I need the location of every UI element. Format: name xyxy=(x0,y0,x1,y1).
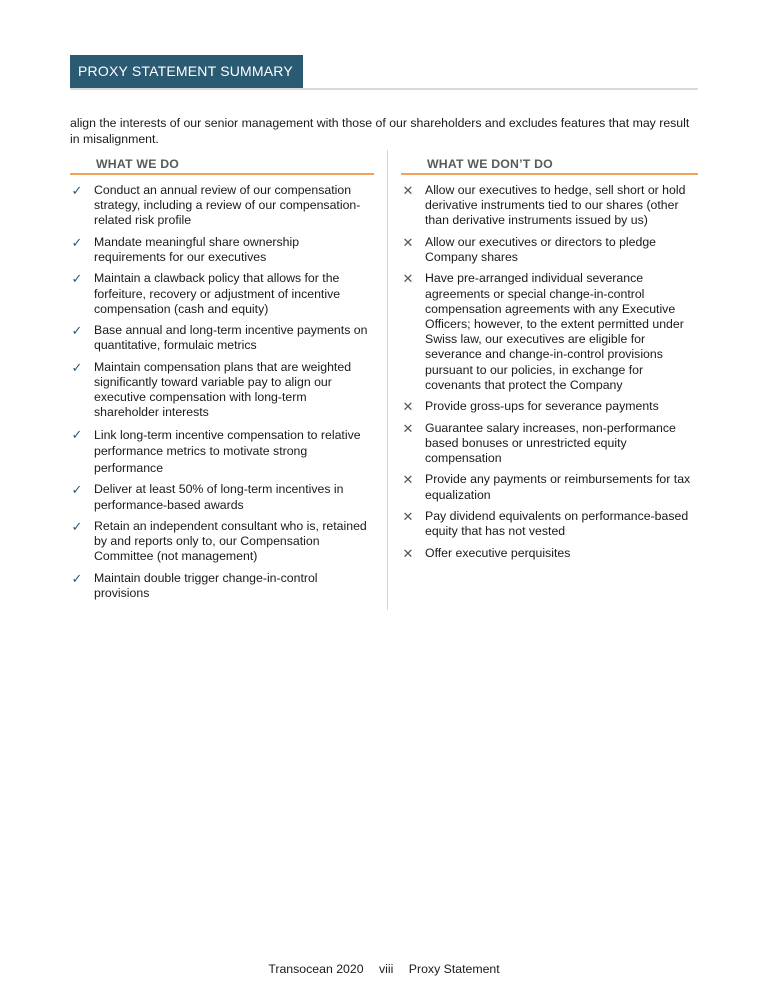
list-item: ✓ Link long-term incentive compensation to relative performance metrics to motivate strong performance xyxy=(71,426,361,475)
list-item: ✕ Offer executive perquisites xyxy=(402,545,571,561)
footer-doc-title: Proxy Statement xyxy=(408,962,500,976)
cross-icon: ✕ xyxy=(402,420,414,436)
checkmark-icon: ✓ xyxy=(71,570,83,586)
checkmark-icon: ✓ xyxy=(71,323,83,339)
list-item: ✓ Maintain double trigger change-in-control provisions xyxy=(71,570,318,601)
list-item: ✓ Maintain a clawback policy that allows for the forfeiture, recovery or adjustment of incentive compensation (cash and equity) xyxy=(71,271,341,316)
what-we-dont-do-list xyxy=(401,183,698,561)
footer-company: Transocean 2020 xyxy=(268,962,364,976)
list-item: ✕ Guarantee salary increases, non-performance based bonuses or unrestricted equity compensation xyxy=(402,420,676,465)
what-we-dont-do-column xyxy=(401,156,698,567)
checkmark-icon: ✓ xyxy=(71,519,83,535)
checkmark-icon: ✓ xyxy=(71,426,83,442)
checkmark-icon: ✓ xyxy=(71,183,83,198)
cross-icon: ✕ xyxy=(402,271,414,287)
list-item: ✕ Allow our executives or directors to pledge Company shares xyxy=(402,234,657,264)
checkmark-icon: ✓ xyxy=(71,234,83,250)
what-we-do-list xyxy=(70,183,374,601)
checkmark-icon: ✓ xyxy=(71,482,83,498)
checkmark-icon: ✓ xyxy=(71,359,83,375)
list-item: ✕ Have pre-arranged individual severance agreements or special change-in-control compensation agreements with any Executive Officers; however, to the extent permitted under Swiss law, our executives are eligible for severance and change-in-control provisions pursuant to our policies, in exchange for covenants that protect the Company xyxy=(402,271,684,392)
header-rule xyxy=(70,88,698,90)
cross-icon: ✕ xyxy=(402,234,414,250)
cross-icon: ✕ xyxy=(402,399,414,415)
list-item: ✓ Deliver at least 50% of long-term incentives in performance-based awards xyxy=(71,482,344,512)
page-footer xyxy=(0,962,768,976)
section-header-tab: PROXY STATEMENT SUMMARY xyxy=(70,55,303,88)
list-item: ✕ Allow our executives to hedge, sell short or hold derivative instruments tied to our shares (other than derivative instruments issued by us) xyxy=(402,183,686,228)
checkmark-icon: ✓ xyxy=(71,271,83,287)
list-item: ✓ Conduct an annual review of our compensation strategy, including a review of our compensation-related risk profile xyxy=(71,183,361,228)
list-item: ✕ Pay dividend equivalents on performance-based equity that has not vested xyxy=(402,508,689,539)
what-we-do-heading: WHAT WE DO xyxy=(70,156,374,175)
cross-icon: ✕ xyxy=(402,545,414,561)
footer-page-number: viii xyxy=(379,962,394,976)
cross-icon: ✕ xyxy=(402,472,414,488)
what-we-do-column xyxy=(70,156,374,607)
list-item: ✕ Provide any payments or reimbursements for tax equalization xyxy=(402,472,691,502)
list-item: ✓ Mandate meaningful share ownership requirements for our executives xyxy=(71,234,300,264)
list-item: ✓ Retain an independent consultant who is, retained by and reports only to, our Compensation Committee (not management) xyxy=(71,519,367,564)
list-item: ✓ Maintain compensation plans that are weighted significantly toward variable pay to align our executive compensation with long-term shareholder interests xyxy=(71,359,352,420)
cross-icon: ✕ xyxy=(402,508,414,524)
list-item: ✕ Provide gross-ups for severance payments xyxy=(402,399,659,415)
cross-icon: ✕ xyxy=(402,183,414,198)
column-divider xyxy=(387,150,388,610)
what-we-dont-do-heading: WHAT WE DON’T DO xyxy=(401,156,698,175)
list-item: ✓ Base annual and long-term incentive payments on quantitative, formulaic metrics xyxy=(71,323,368,353)
intro-paragraph: align the interests of our senior management with those of our shareholders and excludes features that may result in misalignment. xyxy=(70,116,690,146)
